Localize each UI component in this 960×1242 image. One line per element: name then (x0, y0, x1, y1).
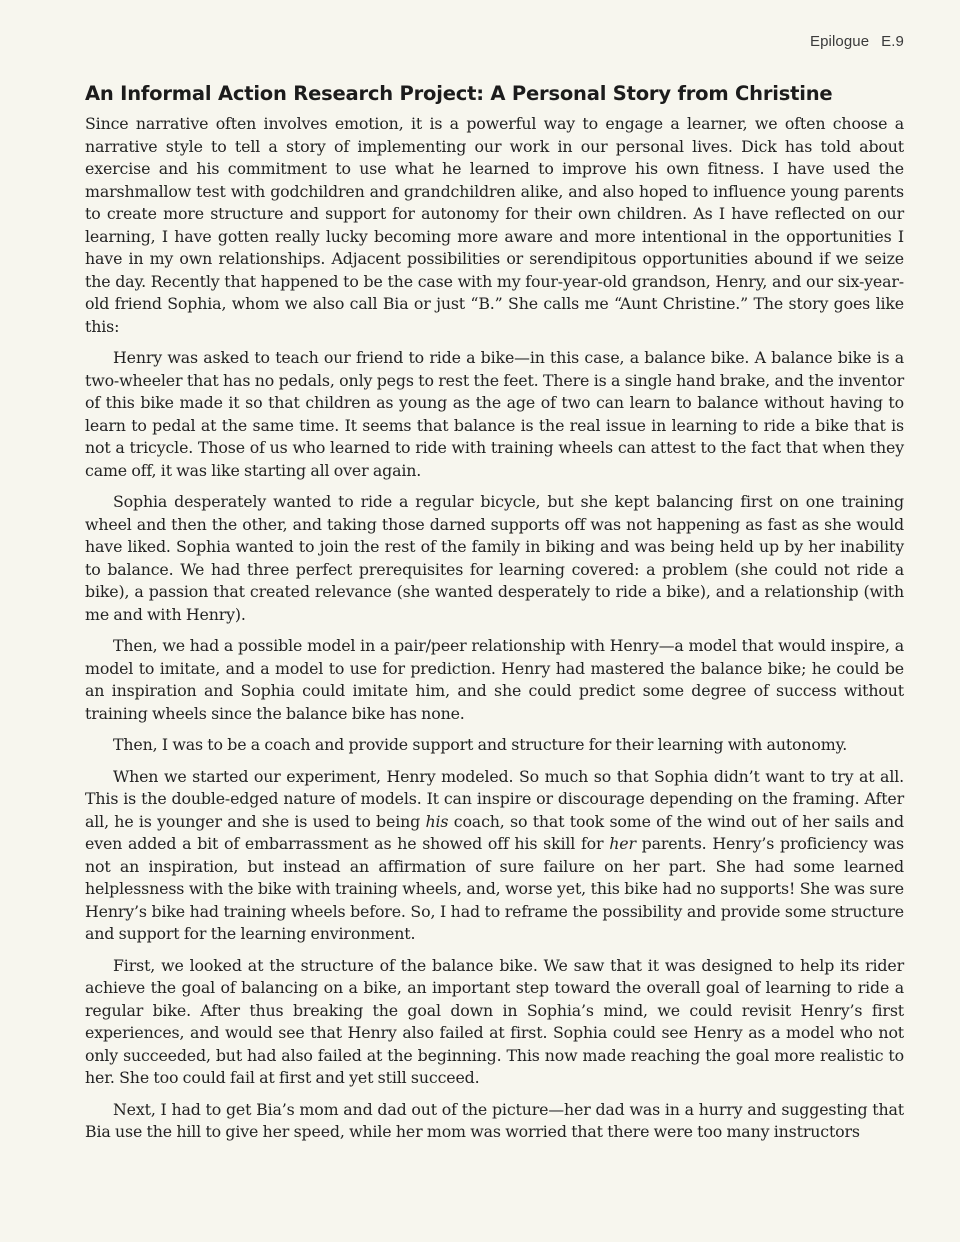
page-number: E.9 (881, 33, 904, 50)
running-head (810, 33, 904, 50)
experiment-text-3: parents. Henry’s proficiency was not an inspiration, but instead an affirmation of sure failure on her part. She had some learned helplessness with the bike with training wheels, and, worse yet, this bike had no supports! She was sure Henry’s bike had training wheels before. So, I had to reframe the possibility and provide some structure and support for the learning environment. (85, 834, 904, 943)
experiment-text-2: coach, so that took some of the wind out of her sails and even added a bit of embarrassment as he showed off his skill for (85, 811, 904, 853)
paragraph-parents: Next, I had to get Bia’s mom and dad out of the picture—her dad was in a hurry and suggesting that Bia use the hill to give her speed, while her mom was worried that there were too many instructors (85, 1099, 904, 1141)
running-head-section: Epilogue (809, 33, 870, 50)
paragraph-balance-bike: Henry was asked to teach our friend to ride a bike—in this case, a balance bike. A balance bike is a two-wheeler that has no pedals, only pegs to rest the feet. There is a single hand brake, and the inventor of this bike made it so that children as young as the age of two can learn to balance without having to learn to pedal at the same time. It seems that balance is the real issue in learning to ride a bike that is not a tricycle. Those of us who learned to ride with training wheels can attest to the fact that when they came off, it was like starting all over again. (85, 348, 904, 480)
paragraph-intro: Since narrative often involves emotion, it is a powerful way to engage a learner, we often choose a narrative style to tell a story of implementing our work in our personal lives. Dick has told about exercise and his commitment to use what he learned to improve his own fitness. I have used the marshmallow test with godchildren and grandchildren alike, and also hoped to influence young parents to create more structure and support for autonomy for their own children. As I have reflected on our learning, I have gotten really lucky becoming more aware and more intentional in the opportunities I have in my own relationships. Adjacent possibilities or serendipitous opportunities abound if we seize the day. Recently that happened to be the case with my four-year-old grandson, Henry, and our six-year-old friend Sophia, whom we also call Bia or just “B.” She calls me “Aunt Christine.” The story goes like this: (85, 114, 904, 336)
emphasis-his: his (425, 811, 449, 831)
paragraph-sophia: Sophia desperately wanted to ride a regular bicycle, but she kept balancing first on one training wheel and then the other, and taking those darned supports off was not happening as fast as she would have liked. Sophia wanted to join the rest of the family in biking and was being held up by her inability to balance. We had three perfect prerequisites for learning covered: a problem (she could not ride a bike), a passion that created relevance (she wanted desperately to ride a bike), and a relationship (with me and with Henry). (85, 492, 904, 624)
experiment-text-1: When we started our experiment, Henry modeled. So much so that Sophia didn’t want to try at all. This is the double-edged nature of models. It can inspire or discourage depending on the framing. After all, he is younger and she is used to being (85, 766, 904, 831)
section-heading: An Informal Action Research Project: A Personal Story from Christine (85, 82, 833, 105)
emphasis-her: her (609, 834, 636, 853)
paragraph-experiment (85, 766, 904, 946)
page-content (85, 80, 904, 1144)
paragraph-model: Then, we had a possible model in a pair/peer relationship with Henry—a model that would inspire, a model to imitate, and a model to use for prediction. Henry had mastered the balance bike; he could be an inspiration and Sophia could imitate him, and she could predict some degree of success without training wheels since the balance bike has none. (85, 636, 904, 723)
paragraph-coach: Then, I was to be a coach and provide support and structure for their learning with autonomy. (113, 735, 848, 754)
paragraph-structure: First, we looked at the structure of the balance bike. We saw that it was designed to help its rider achieve the goal of balancing on a bike, an important step toward the overall goal of learning to ride a regular bike. After thus breaking the goal down in Sophia’s mind, we could revisit Henry’s first experiences, and would see that Henry also failed at first. Sophia could see Henry as a model who not only succeeded, but had also failed at the beginning. This now made reaching the goal more realistic to her. She too could fail at first and yet still succeed. (85, 955, 904, 1087)
